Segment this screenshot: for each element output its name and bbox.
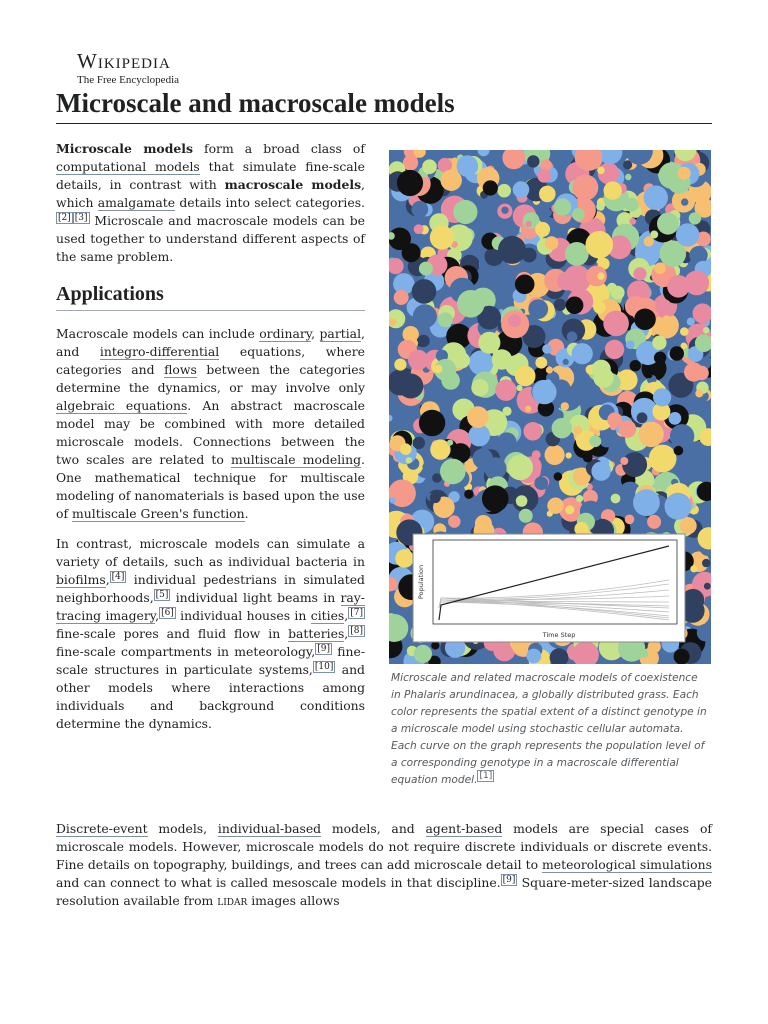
mosaic-patch [607, 283, 617, 293]
section-heading-applications: Applications [56, 282, 365, 311]
mosaic-patch [567, 331, 578, 342]
link-agent-based[interactable]: agent-based [425, 821, 503, 836]
mosaic-patch [417, 335, 429, 347]
mosaic-patch [583, 453, 593, 463]
mosaic-patch [497, 432, 516, 451]
mosaic-patch [422, 159, 437, 174]
text: individual houses in [175, 608, 311, 623]
mosaic-patch [528, 299, 548, 319]
text: In contrast, microscale models can simulate a variety of details, such as individual bacteria in [56, 536, 365, 569]
caption-text: Microscale and related macroscale models of coexistence in Phalaris arundinacea, a globally distributed grass. Each color represents the spatial extent of a distinct genotype in a microscale model using stochastic cellular automata. Each curve on the graph represents the population level of a corresponding genotype in a macroscale differential equation model. [391, 672, 707, 786]
mosaic-patch [599, 433, 614, 448]
mosaic-patch [524, 422, 543, 441]
mosaic-patch [526, 221, 532, 227]
mosaic-patch [543, 518, 554, 529]
mosaic-patch [652, 336, 666, 350]
ref-2[interactable]: [2] [58, 213, 71, 223]
ref-9b[interactable]: [9] [502, 875, 516, 885]
mosaic-patch [494, 512, 511, 529]
link-flows[interactable]: flows [164, 362, 197, 377]
mosaic-patch [665, 493, 692, 520]
mosaic-patch [464, 490, 473, 499]
mosaic-patch [565, 242, 589, 266]
mosaic-patch [527, 155, 539, 167]
text: models, and [321, 821, 426, 836]
mosaic-patch [591, 462, 610, 481]
mosaic-patch [515, 275, 535, 295]
mosaic-patch [431, 641, 439, 649]
text: form a broad class of [192, 141, 365, 156]
mosaic-patch [422, 463, 431, 472]
mosaic-patch [448, 515, 460, 527]
applications-paragraph-2: In contrast, microscale models can simulate a variety of details, such as individual bacteria in biofilms, [4] individual pedestrians in simulated neighborhoods, [5] individual light beams in ray-tracing imagery, [6] individual houses in cities, [7] fine-scale pores and fluid flow in batteries, [8] fine-scale compartments in meteorology, [9] fine-scale structures in particulate systems, [10] and other models where interactions among individuals and background conditions determine the dynamics. [56, 536, 365, 731]
mosaic-patch [695, 389, 703, 397]
link-individual-based[interactable]: individual-based [217, 821, 322, 836]
mosaic-patch [542, 344, 551, 353]
mosaic-patch [702, 559, 710, 567]
ref-9[interactable]: [9] [317, 644, 330, 654]
mosaic-patch [630, 360, 641, 371]
mosaic-patch [620, 457, 628, 465]
wikipedia-logo[interactable] [77, 50, 179, 86]
mosaic-patch [397, 170, 423, 196]
text: . [244, 506, 249, 521]
text: images allows [247, 893, 340, 908]
mosaic-patch [625, 198, 639, 212]
link-integro-differential[interactable]: integro-differential [99, 344, 220, 359]
mosaic-patch [670, 424, 694, 448]
text: details into select categories. [175, 195, 365, 210]
mosaic-patch [453, 200, 477, 224]
mosaic-patch [434, 365, 442, 373]
mosaic-patch [441, 170, 462, 191]
link-ray-tracing[interactable]: ray-tracing imagery [56, 590, 365, 623]
logo-wordmark: Wikipedia [77, 49, 171, 73]
mosaic-patch [653, 388, 671, 406]
applications-paragraph-1 [56, 325, 365, 523]
mosaic-patch [554, 198, 572, 216]
mosaic-patch [554, 299, 566, 311]
mosaic-patch [412, 279, 437, 304]
mosaic-patch [501, 207, 508, 214]
mosaic-patch [603, 311, 629, 337]
mosaic-patch [430, 492, 441, 503]
mosaic-patch [467, 406, 489, 428]
text: fine-scale structures in particulate systems, [56, 644, 365, 677]
text: , and [56, 326, 365, 359]
link-ordinary[interactable]: ordinary [259, 326, 312, 341]
mosaic-patch [519, 509, 533, 523]
text: fine-scale pores and fluid flow in [56, 626, 289, 641]
text: individual pedestrians in simulated neighborhoods, [56, 572, 365, 605]
text: . An abstract macroscale model may be combined with more detailed microscale models. Connections between the two scales are related to [56, 398, 365, 467]
link-partial[interactable]: partial [319, 326, 362, 341]
mosaic-patch [678, 167, 691, 180]
intro-paragraph [56, 140, 365, 266]
mosaic-patch [447, 150, 456, 159]
mosaic-patch [545, 445, 565, 465]
mosaic-patch [657, 213, 679, 235]
mosaic-patch [430, 225, 454, 249]
mosaic-patch [482, 485, 509, 512]
cellular-automata-image[interactable] [389, 150, 711, 664]
mosaic-patch [634, 309, 656, 331]
mosaic-patch [539, 186, 556, 203]
text: . One mathematical technique for multiscale modeling of nanomaterials is based upon the use of [56, 452, 365, 521]
mosaic-patch [406, 457, 412, 463]
link-discrete-event[interactable]: Discrete-event [56, 821, 148, 836]
mosaic-patch [492, 349, 512, 369]
mosaic-patch [649, 445, 677, 473]
text: , which [56, 177, 365, 210]
mosaic-patch [654, 352, 666, 364]
mosaic-patch [650, 231, 658, 239]
mosaic-patch [589, 435, 601, 447]
ref-5[interactable]: [5] [155, 590, 169, 600]
mosaic-patch [654, 263, 666, 275]
text: Macroscale models can include [56, 326, 260, 341]
mosaic-patch [438, 312, 453, 327]
mosaic-patch [572, 175, 598, 201]
mosaic-patch [526, 649, 541, 664]
mosaic-patch [681, 343, 688, 350]
mosaic-patch [662, 315, 671, 324]
mosaic-patch [689, 212, 701, 224]
mosaic-patch [535, 222, 550, 237]
mosaic-patch [576, 495, 583, 502]
mosaic-patch [674, 446, 684, 456]
text: individual light beams in [170, 590, 341, 605]
mosaic-patch [687, 318, 695, 326]
figure-thumbnail[interactable] [389, 150, 711, 789]
mosaic-patch [629, 218, 636, 225]
mosaic-patch [552, 418, 572, 438]
inset-graph [413, 534, 685, 642]
mosaic-patch [681, 198, 688, 205]
logo-tagline: The Free Encyclopedia [77, 74, 180, 86]
mosaic-patch [633, 267, 646, 280]
link-amalgamate[interactable]: amalgamate [97, 195, 176, 210]
ref-8[interactable]: [8] [350, 626, 363, 636]
mosaic-patch [703, 327, 709, 333]
mosaic-patch [525, 406, 531, 412]
mosaic-patch [488, 181, 496, 189]
mosaic-patch [566, 297, 584, 315]
mosaic-patch [398, 374, 423, 399]
mosaic-patch [572, 343, 593, 364]
ref-7[interactable]: [7] [350, 608, 363, 618]
mosaic-patch [414, 645, 432, 663]
mosaic-patch [516, 385, 522, 391]
mosaic-patch [413, 437, 425, 449]
mosaic-patch [432, 473, 442, 483]
mosaic-patch [670, 346, 684, 360]
mosaic-patch [626, 340, 635, 349]
text: fine-scale compartments in meteorology, [56, 644, 316, 659]
link-computational-models[interactable]: computational models [56, 159, 200, 174]
mosaic-patch [593, 301, 606, 314]
mosaic-patch [497, 184, 511, 198]
mosaic-patch [454, 352, 470, 368]
ref-4[interactable]: [4] [111, 572, 125, 582]
mosaic-patch [534, 476, 548, 490]
mosaic-patch [704, 583, 711, 590]
mosaic-patch [597, 272, 604, 279]
mosaic-patch [495, 380, 516, 401]
mosaic-patch [596, 202, 604, 210]
mosaic-patch [400, 443, 412, 455]
link-multiscale-greens-function[interactable]: multiscale Green's function [72, 506, 245, 521]
mosaic-patch [546, 366, 553, 373]
mosaic-patch [537, 169, 551, 183]
link-cities[interactable]: cities [310, 608, 345, 623]
ref-6[interactable]: [6] [161, 608, 174, 618]
mosaic-patch [597, 167, 605, 175]
link-algebraic-equations[interactable]: algebraic equations [56, 398, 188, 413]
ref-3[interactable]: [3] [74, 213, 88, 223]
mosaic-patch [625, 515, 635, 525]
mosaic-patch [561, 402, 569, 410]
mosaic-patch [655, 299, 671, 315]
mosaic-patch [586, 231, 614, 259]
mosaic-patch [515, 366, 536, 387]
mosaic-patch [611, 494, 621, 504]
mosaic-patch [566, 452, 572, 458]
mosaic-patch [604, 181, 622, 199]
mosaic-patch [625, 174, 631, 180]
mosaic-patch [389, 318, 397, 326]
mosaic-patch [592, 360, 611, 379]
mosaic-patch [419, 410, 445, 436]
lidar-term: lidar [217, 893, 248, 908]
mosaic-patch [440, 459, 466, 485]
link-batteries[interactable]: batteries [288, 626, 345, 641]
link-meteorological-simulations[interactable]: meteorological simulations [542, 857, 712, 872]
figure-caption [389, 670, 711, 789]
mosaic-patch [545, 236, 559, 250]
mosaic-patch [572, 208, 585, 221]
mosaic-patch [607, 412, 622, 427]
bold-term: Microscale models [56, 141, 193, 156]
mosaic-patch [676, 223, 699, 246]
text: models, [147, 821, 218, 836]
bold-term: macroscale models [224, 177, 362, 192]
mosaic-patch [468, 425, 490, 447]
mosaic-patch [690, 565, 697, 572]
main-column [56, 140, 365, 745]
mosaic-patch [395, 549, 414, 568]
mosaic-patch [471, 379, 488, 396]
mosaic-patch [478, 332, 500, 354]
mosaic-patch [457, 155, 479, 177]
mosaic-patch [684, 271, 709, 296]
mosaic-patch [545, 209, 552, 216]
text: Square-meter-sized landscape resolution available from [56, 875, 713, 908]
mosaic-patch [532, 380, 556, 404]
mosaic-patch [647, 515, 661, 529]
link-biofilms[interactable]: biofilms [56, 572, 106, 587]
mosaic-patch [669, 412, 682, 425]
mosaic-patch [573, 426, 582, 435]
mosaic-patch [408, 350, 428, 370]
text: and other models where interactions among individuals and background conditions determine the dynamics. [56, 662, 365, 731]
mosaic-patch [540, 160, 552, 172]
mosaic-patch [565, 505, 574, 514]
mosaic-patch [644, 186, 668, 210]
mosaic-patch [462, 513, 474, 525]
mosaic-patch [473, 448, 493, 468]
mosaic-patch [402, 243, 421, 262]
text: , [311, 326, 320, 341]
mosaic-patch [563, 359, 569, 365]
link-multiscale-modeling[interactable]: multiscale modeling [230, 452, 362, 467]
mosaic-patch [507, 455, 533, 481]
mosaic-patch [684, 362, 703, 381]
mosaic-patch [394, 290, 409, 305]
mosaic-patch [447, 440, 453, 446]
ref-10[interactable]: [10] [314, 662, 334, 672]
inset-xlabel: Time Step [542, 631, 576, 639]
mosaic-patch [680, 517, 697, 534]
page-title: Microscale and macroscale models [56, 86, 712, 124]
mosaic-patch [513, 181, 530, 198]
mosaic-patch [457, 290, 485, 318]
text: Microscale and macroscale models can be used together to understand different aspects of the same problem. [56, 213, 365, 264]
applications-paragraph-3 [56, 820, 712, 910]
mosaic-patch [680, 327, 689, 336]
text: that simulate fine-scale details, in contrast with [56, 159, 365, 192]
mosaic-patch [394, 359, 406, 371]
mosaic-patch [605, 340, 624, 359]
mosaic-patch [411, 201, 428, 218]
mosaic-patch [508, 314, 521, 327]
mosaic-patch [637, 412, 648, 423]
mosaic-patch [547, 498, 563, 514]
text: between the categories determine the dynamics, or may involve only [56, 362, 365, 395]
mosaic-patch [413, 304, 437, 328]
inset-ylabel: Population [417, 564, 425, 600]
mosaic-patch [498, 236, 526, 264]
text: models are special cases of microscale models. However, microscale models do not require discrete individuals or discrete events. Fine details on topography, buildings, and trees can add microscale detail to [56, 821, 712, 872]
mosaic-patch [445, 418, 453, 426]
text: equations, where categories and [56, 344, 365, 377]
mosaic-patch [646, 372, 652, 378]
mosaic-patch [674, 649, 690, 664]
mosaic-patch [469, 350, 494, 375]
ref-1[interactable]: [1] [479, 771, 493, 781]
mosaic-patch [414, 224, 424, 234]
mosaic-patch [638, 422, 663, 447]
mosaic-patch [516, 495, 528, 507]
mosaic-patch [557, 272, 576, 291]
mosaic-patch [389, 497, 395, 503]
mosaic-patch [535, 357, 547, 369]
mosaic-patch [554, 472, 563, 481]
text: and can connect to what is called mesoscale models in that discipline. [56, 875, 501, 890]
mosaic-patch [419, 262, 433, 276]
mosaic-patch [633, 489, 660, 516]
